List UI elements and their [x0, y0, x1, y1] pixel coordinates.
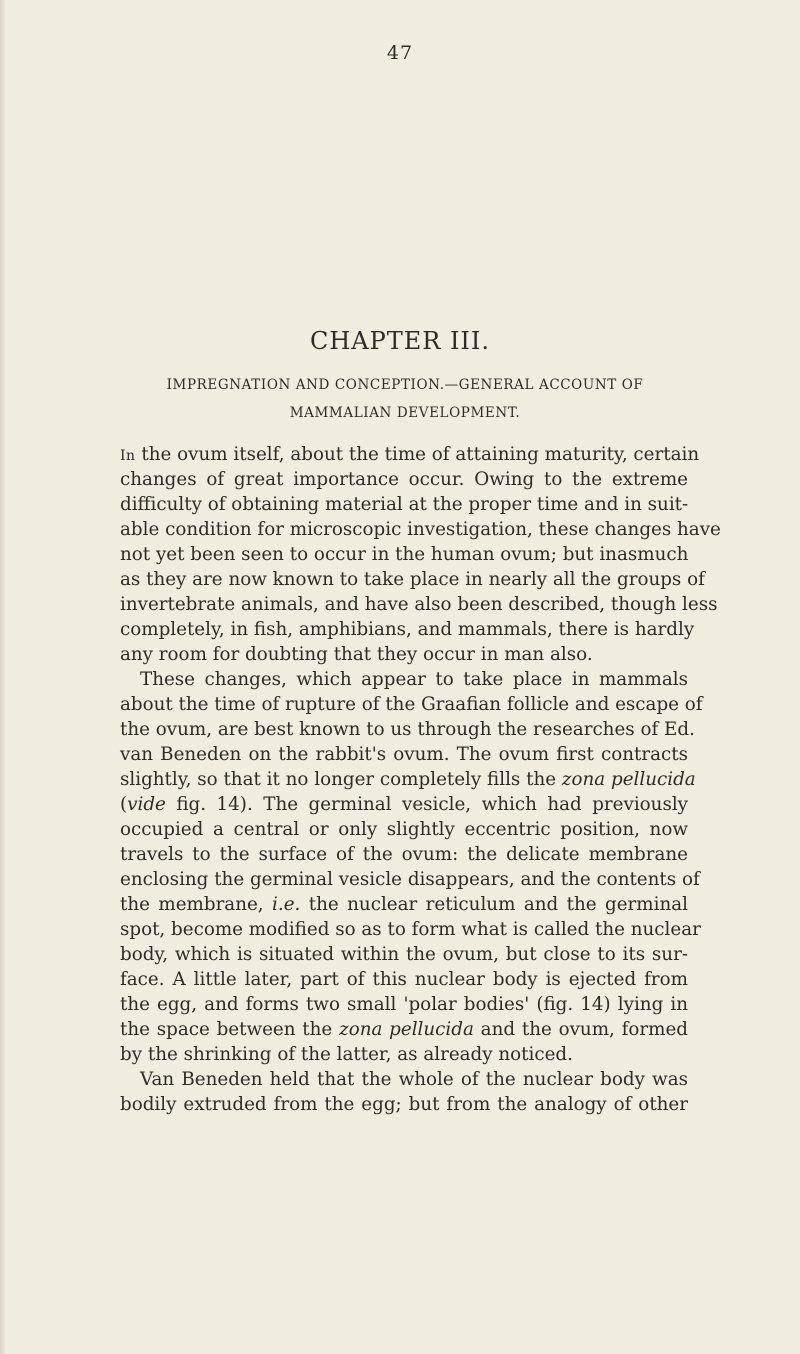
text-line: spot, become modified so as to form what is called the nuclear — [120, 919, 701, 940]
text-segment: and the ovum, formed — [480, 1019, 689, 1040]
text-line: bodily extruded from the egg; but from the analogy of other — [120, 1094, 688, 1115]
italic-term: vide — [127, 794, 166, 815]
text-line: face. A little later, part of this nuclear body is ejected from — [120, 969, 688, 990]
italic-term: i.e. — [272, 894, 301, 915]
text-segment: slightly, so that it no longer completely fills the — [120, 769, 557, 790]
text-line — [120, 1018, 688, 1042]
text-line: Van Beneden held that the whole of the nuclear body was — [140, 1069, 688, 1090]
text-line — [120, 768, 696, 792]
text-line: the egg, and forms two small 'polar bodies' (fig. 14) lying in — [120, 994, 688, 1015]
text-segment: the space between the — [120, 1019, 333, 1040]
chapter-title: CHAPTER III. — [309, 327, 491, 355]
text-line: about the time of rupture of the Graafian follicle and escape of — [120, 694, 703, 715]
text-line: body, which is situated within the ovum, but close to its sur- — [120, 944, 688, 965]
text-line: van Beneden on the rabbit's ovum. The ovum first contracts — [120, 744, 688, 765]
text-line: (vide fig. 14). The germinal vesicle, which had previously — [120, 794, 688, 815]
italic-term: zona pellucida — [561, 769, 696, 790]
page-edge-shadow — [0, 0, 6, 1354]
text-line: difficulty of obtaining material at the proper time and in suit- — [120, 494, 689, 515]
subtitle-line-2: MAMMALIAN DEVELOPMENT. — [289, 405, 521, 421]
text-line: travels to the surface of the ovum: the delicate membrane — [120, 844, 688, 865]
text-line: able condition for microscopic investigation, these changes have — [120, 519, 721, 540]
text-line: the ovum, are best known to us through the researches of Ed. — [120, 719, 695, 740]
text-line: changes of great importance occur. Owing to the extreme — [120, 469, 688, 490]
text-line: completely, in fish, amphibians, and mammals, there is hardly — [120, 619, 695, 640]
subtitle-line-1: IMPREGNATION AND CONCEPTION.—GENERAL ACCOUNT OF — [166, 377, 644, 393]
text-line — [120, 443, 700, 468]
text-segment: the nuclear reticulum and the germinal — [308, 894, 688, 915]
text-segment: fig. 14). The germinal vesicle, which had previously — [176, 794, 688, 815]
page-number: 47 — [386, 42, 414, 64]
text-line: enclosing the germinal vesicle disappears, and the contents of — [120, 869, 700, 890]
text-line: any room for doubting that they occur in man also. — [120, 644, 593, 665]
text-segment: the membrane, — [120, 894, 264, 915]
text-line — [120, 893, 688, 917]
chapter-subtitle — [130, 371, 680, 427]
text-line: by the shrinking of the latter, as already noticed. — [120, 1044, 573, 1065]
text-line: as they are now known to take place in nearly all the groups of — [120, 569, 705, 590]
italic-term: zona pellucida — [339, 1019, 474, 1040]
text-line: These changes, which appear to take place in mammals — [140, 669, 688, 690]
drop-word: In — [120, 448, 136, 464]
text-line: invertebrate animals, and have also been described, though less — [120, 594, 718, 615]
text-segment: itself, about the time of attaining maturity, certain — [233, 444, 700, 465]
text-line: not yet been seen to occur in the human ovum; but inasmuch — [120, 544, 689, 565]
text-line: occupied a central or only slightly eccentric position, now — [120, 819, 688, 840]
text-segment: the ovum — [141, 444, 228, 465]
